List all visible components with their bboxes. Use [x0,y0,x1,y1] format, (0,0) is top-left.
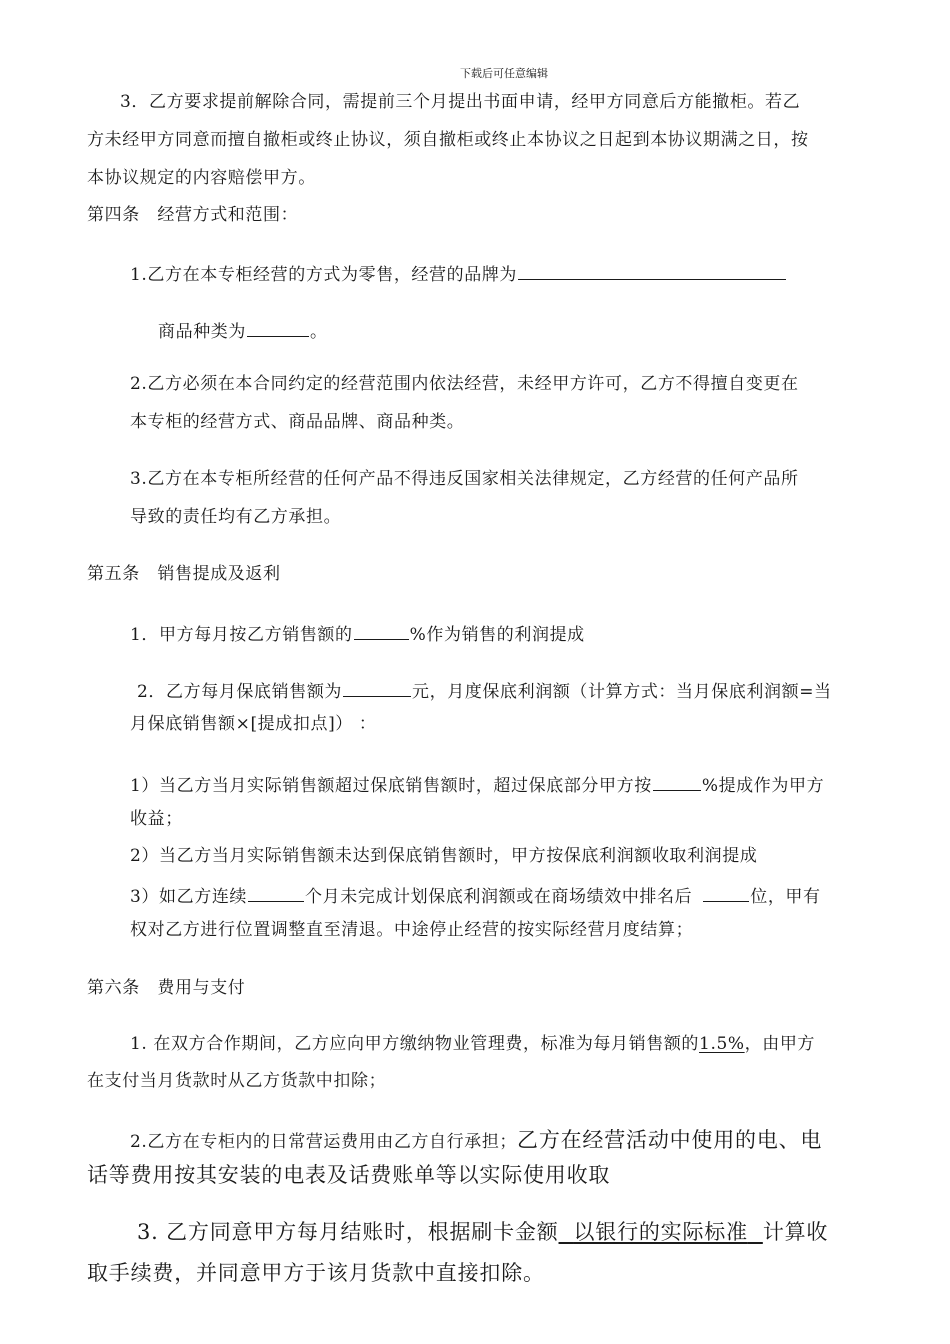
minimum-sales-blank-field [343,680,411,697]
article6-heading: 第六条 费用与支付 [87,978,246,998]
text: 1.乙方在本专柜经营的方式为零售，经营的品牌为 [130,265,518,285]
text: %作为销售的利润提成 [409,625,585,645]
article5-sub2: 2）当乙方当月实际销售额未达到保底销售额时，甲方按保底利润额收取利润提成 [130,846,758,866]
text-line: 方未经甲方同意而擅自撤柜或终止协议，须自撤柜或终止本协议之日起到本协议期满之日，按 [87,130,809,150]
text-line: 3．乙方要求提前解除合同，需提前三个月提出书面申请，经甲方同意后方能撤柜。若乙 [120,92,801,112]
text-large: 乙方在经营活动中使用的电、电 [517,1128,823,1152]
article5-item1 [130,623,585,644]
page-header-note: 下载后可任意编辑 [460,67,548,80]
article5-heading: 第五条 销售提成及返利 [87,564,281,584]
article4-heading: 第四条 经营方式和范围： [87,205,299,225]
text: 。 [310,322,328,342]
months-blank-field [248,885,304,902]
brand-blank-field [518,263,786,280]
text: 1．甲方每月按乙方销售额的 [130,625,353,645]
text: 个月未完成计划保底利润额或在商场绩效中排名后 [305,887,693,907]
text: 位，甲有 [750,887,821,907]
text: 3）如乙方连续 [130,887,248,907]
text: 1）当乙方当月实际销售额超过保底销售额时，超过保底部分甲方按 [130,776,652,796]
text: 2．乙方每月保底销售额为 [137,682,343,702]
text: 元，月度保底利润额（计算方式：当月保底利润额=当 [412,682,832,702]
text: 计算收 [762,1220,829,1244]
excess-rate-blank-field [653,774,701,791]
text: 1. 在双方合作期间，乙方应向甲方缴纳物业管理费，标准为每月销售额的 [130,1034,700,1054]
card-fee-standard: 以银行的实际标准 [573,1220,748,1244]
management-fee-rate: 1.5% [699,1034,745,1054]
commission-rate-blank-field [354,623,409,640]
text: 3. 乙方同意甲方每月结账时，根据刷卡金额 [137,1220,559,1244]
text: %提成作为甲方 [701,776,825,796]
text: 2.乙方在专柜内的日常营运费用由乙方自行承担； [130,1132,518,1152]
text-line: 本协议规定的内容赔偿甲方。 [87,168,316,188]
text: 商品种类为 [158,322,246,342]
rank-blank-field [703,885,749,902]
category-blank-field [247,320,309,337]
text: ，由甲方 [744,1034,816,1054]
